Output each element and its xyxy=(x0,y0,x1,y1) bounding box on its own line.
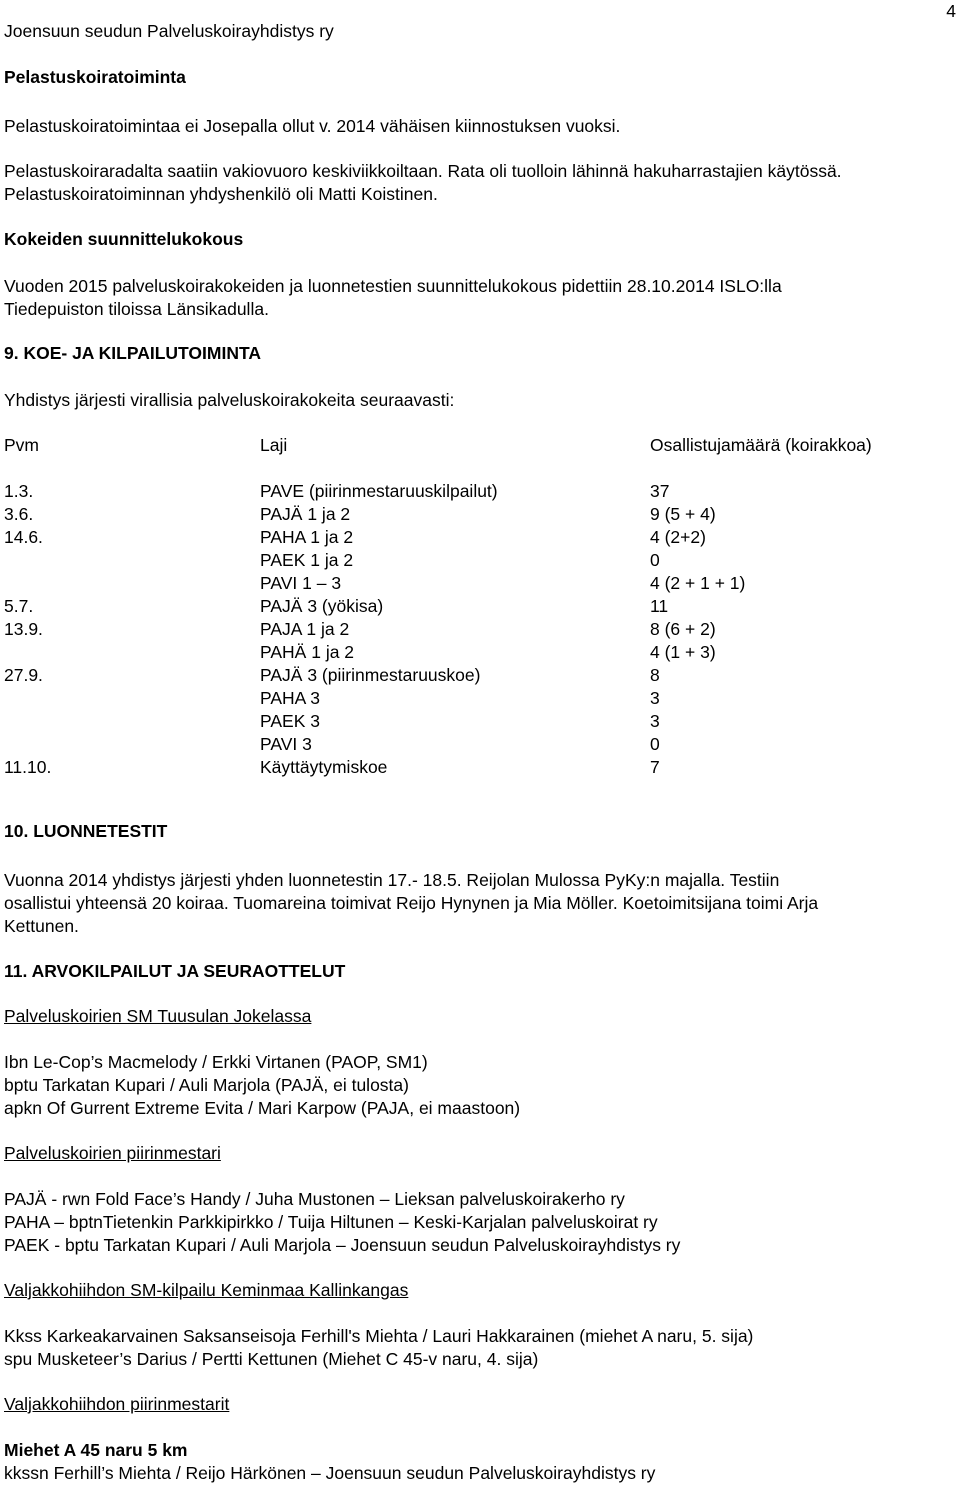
table-header xyxy=(4,434,954,457)
paragraph-line: Pelastuskoiratoiminnan yhdyshenkilö oli Matti Koistinen. xyxy=(4,184,438,204)
column-header-laji: Laji xyxy=(260,435,288,455)
table-row xyxy=(4,595,954,618)
cell-type: PAHA 1 ja 2 xyxy=(260,527,354,547)
result-line: PAJÄ - rwn Fold Face’s Handy / Juha Mustonen – Lieksan palveluskoirakerho ry xyxy=(4,1189,625,1209)
paragraph-line: Pelastuskoiraradalta saatiin vakiovuoro keskiviikkoiltaan. Rata oli tuolloin lähinnä hakuharrastajien käytössä. xyxy=(4,161,842,181)
cell-type: PAJA 1 ja 2 xyxy=(260,619,350,639)
cell-type: Käyttäytymiskoe xyxy=(260,757,388,777)
cell-date: 27.9. xyxy=(4,665,43,685)
result-line: PAHA – bptnTietenkin Parkkipirkko / Tuija Hiltunen – Keski-Karjalan palveluskoirat ry xyxy=(4,1212,658,1232)
result-line: bptu Tarkatan Kupari / Auli Marjola (PAJÄ, ei tulosta) xyxy=(4,1075,409,1095)
cell-count: 0 xyxy=(650,550,660,570)
paragraph-line: Vuoden 2015 palveluskoirakokeiden ja luonnetestien suunnittelukokous pidettiin 28.10.2014 ISLO:lla xyxy=(4,276,782,296)
cell-type: PAVE (piirinmestaruuskilpailut) xyxy=(260,481,498,501)
page-number: 4 xyxy=(946,1,956,21)
paragraph-line: Vuonna 2014 yhdistys järjesti yhden luonnetestin 17.- 18.5. Reijolan Mulossa PyKy:n majalla. Testiin xyxy=(4,870,780,890)
cell-count: 9 (5 + 4) xyxy=(650,504,716,524)
events-table xyxy=(4,480,954,779)
cell-count: 11 xyxy=(650,596,669,616)
table-row xyxy=(4,618,954,641)
cell-type: PAHÄ 1 ja 2 xyxy=(260,642,355,662)
table-row xyxy=(4,710,954,733)
table-row xyxy=(4,733,954,756)
cell-type: PAHA 3 xyxy=(260,688,320,708)
table-row xyxy=(4,572,954,595)
cell-count: 4 (2 + 1 + 1) xyxy=(650,573,746,593)
cell-date: 5.7. xyxy=(4,596,34,616)
section-heading-kokeiden: Kokeiden suunnittelukokous xyxy=(4,229,244,249)
section-heading-arvo: 11. ARVOKILPAILUT JA SEURAOTTELUT xyxy=(4,961,346,981)
cell-count: 3 xyxy=(650,688,660,708)
cell-date: 1.3. xyxy=(4,481,34,501)
table-row xyxy=(4,687,954,710)
cell-date: 14.6. xyxy=(4,527,43,547)
paragraph-line: Kettunen. xyxy=(4,916,79,936)
result-line: apkn Of Gurrent Extreme Evita / Mari Karpow (PAJA, ei maastoon) xyxy=(4,1098,521,1118)
cell-type: PAEK 1 ja 2 xyxy=(260,550,354,570)
table-row xyxy=(4,503,954,526)
table-row xyxy=(4,526,954,549)
section-heading-koe: 9. KOE- JA KILPAILUTOIMINTA xyxy=(4,343,261,363)
result-line: Kkss Karkeakarvainen Saksanseisoja Ferhill's Miehta / Lauri Hakkarainen (miehet A naru, 5. sija) xyxy=(4,1326,754,1346)
cell-count: 7 xyxy=(650,757,660,777)
cell-count: 37 xyxy=(650,481,670,501)
cell-date: 3.6. xyxy=(4,504,34,524)
cell-type: PAVI 1 – 3 xyxy=(260,573,342,593)
cell-count: 3 xyxy=(650,711,660,731)
table-row xyxy=(4,641,954,664)
subheading-piiri: Palveluskoirien piirinmestari xyxy=(4,1143,221,1163)
table-row xyxy=(4,664,954,687)
cell-type: PAJÄ 3 (piirinmestaruuskoe) xyxy=(260,665,481,685)
cell-type: PAJÄ 3 (yökisa) xyxy=(260,596,384,616)
result-line: PAEK - bptu Tarkatan Kupari / Auli Marjola – Joensuun seudun Palveluskoirayhdistys ry xyxy=(4,1235,681,1255)
paragraph-line: Tiedepuiston tiloissa Länsikadulla. xyxy=(4,299,269,319)
category-heading: Miehet A 45 naru 5 km xyxy=(4,1440,188,1460)
cell-type: PAVI 3 xyxy=(260,734,312,754)
paragraph: Yhdistys järjesti virallisia palveluskoirakokeita seuraavasti: xyxy=(4,390,455,410)
paragraph-line: osallistui yhteensä 20 koiraa. Tuomareina toimivat Reijo Hynynen ja Mia Möller. Koetoimitsijana toimi Arja xyxy=(4,893,819,913)
subheading-valj-sm: Valjakkohiihdon SM-kilpailu Keminmaa Kallinkangas xyxy=(4,1280,409,1300)
result-line: spu Musketeer’s Darius / Pertti Kettunen (Miehet C 45-v naru, 4. sija) xyxy=(4,1349,539,1369)
column-header-pvm: Pvm xyxy=(4,435,39,455)
table-row xyxy=(4,549,954,572)
subheading-valj-piiri: Valjakkohiihdon piirinmestarit xyxy=(4,1394,230,1414)
cell-date: 13.9. xyxy=(4,619,43,639)
table-row xyxy=(4,756,954,779)
table-row xyxy=(4,480,954,503)
cell-count: 8 (6 + 2) xyxy=(650,619,716,639)
cell-count: 0 xyxy=(650,734,660,754)
result-line: Ibn Le-Cop’s Macmelody / Erkki Virtanen (PAOP, SM1) xyxy=(4,1052,428,1072)
cell-count: 4 (1 + 3) xyxy=(650,642,716,662)
cell-date: 11.10. xyxy=(4,757,52,777)
result-line: kkssn Ferhill’s Miehta / Reijo Härkönen – Joensuun seudun Palveluskoirayhdistys ry xyxy=(4,1463,656,1483)
cell-count: 4 (2+2) xyxy=(650,527,706,547)
column-header-osallistujat: Osallistujamäärä (koirakkoa) xyxy=(650,435,872,455)
paragraph: Pelastuskoiratoimintaa ei Josepalla ollut v. 2014 vähäisen kiinnostuksen vuoksi. xyxy=(4,116,621,136)
cell-type: PAEK 3 xyxy=(260,711,320,731)
cell-count: 8 xyxy=(650,665,660,685)
section-heading-pelastus: Pelastuskoiratoiminta xyxy=(4,67,186,87)
section-heading-luonne: 10. LUONNETESTIT xyxy=(4,821,168,841)
document-header: Joensuun seudun Palveluskoirayhdistys ry xyxy=(4,21,334,41)
subheading-sm: Palveluskoirien SM Tuusulan Jokelassa xyxy=(4,1006,312,1026)
cell-type: PAJÄ 1 ja 2 xyxy=(260,504,351,524)
